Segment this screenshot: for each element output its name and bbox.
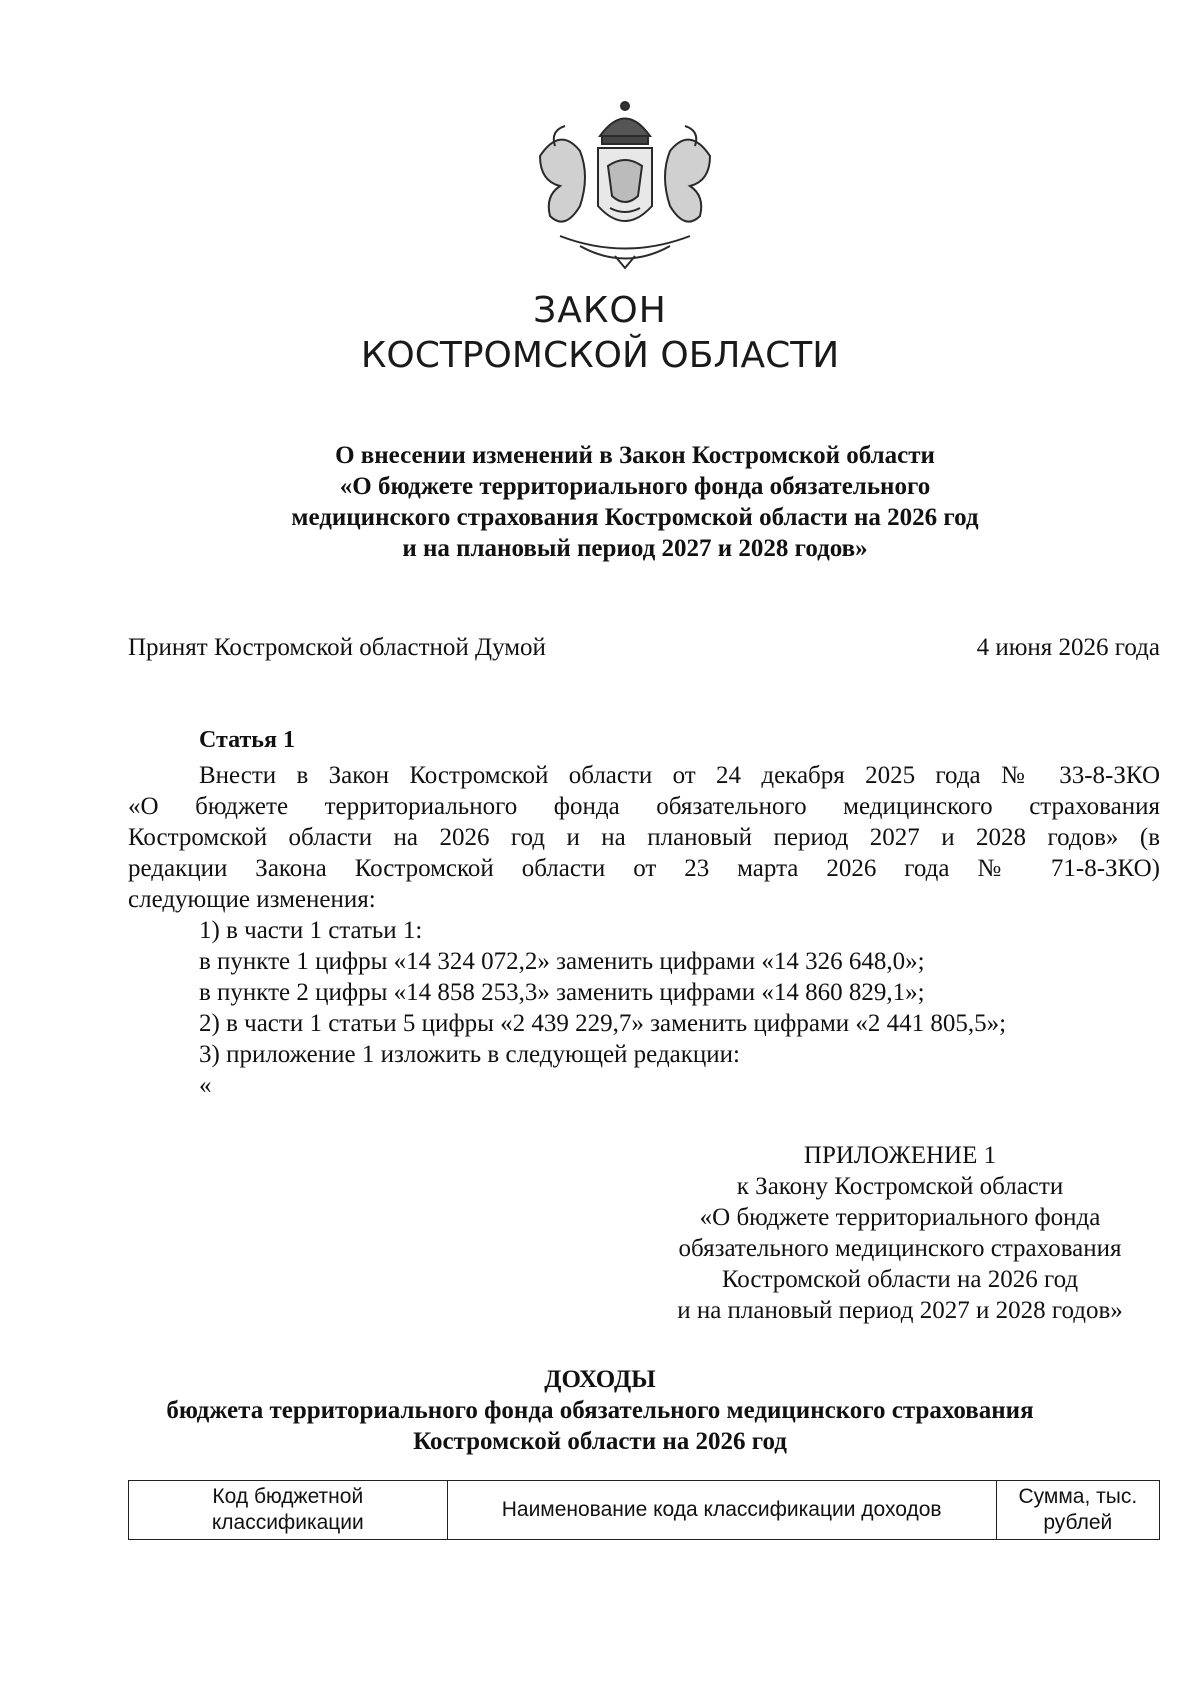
list-item: 1) в части 1 статьи 1: — [199, 917, 423, 944]
paragraph-line: «О бюджете территориального фонда обязательного медицинского страхования — [128, 793, 1160, 820]
law-region: КОСТРОМСКОЙ ОБЛАСТИ — [360, 335, 840, 376]
paragraph-line: редакции Закона Костромской области от 23 марта 2026 года № 71-8-ЗКО) — [128, 855, 1160, 882]
list-item: 3) приложение 1 изложить в следующей редакции: — [199, 1041, 740, 1068]
income-heading: ДОХОДЫ — [544, 1366, 656, 1393]
law-heading — [200, 440, 1070, 564]
amendment-list — [199, 915, 1006, 1101]
income-subtitle-line: Костромской области на 2026 год — [413, 1428, 787, 1455]
adoption-date: 4 июня 2026 года — [976, 634, 1160, 661]
adopted-by: Принят Костромской областной Думой — [128, 634, 546, 661]
heading-line: и на плановый период 2027 и 2028 годов» — [402, 535, 868, 562]
paragraph-line: Костромской области на 2026 год и на плановый период 2027 и 2028 годов» (в — [128, 824, 1160, 851]
appendix-line: обязательного медицинского страхования — [678, 1235, 1122, 1262]
list-item: в пункте 1 цифры «14 324 072,2» заменить цифрами «14 326 648,0»; — [199, 948, 925, 975]
paragraph-line: Внести в Закон Костромской области от 24 декабря 2025 года № 33-8-ЗКО — [199, 762, 1160, 789]
list-item: в пункте 2 цифры «14 858 253,3» заменить цифрами «14 860 829,1»; — [199, 979, 925, 1006]
list-item: 2) в части 1 статьи 5 цифры «2 439 229,7» заменить цифрами «2 441 805,5»; — [199, 1010, 1007, 1037]
appendix-line: к Закону Костромской области — [736, 1173, 1064, 1200]
heading-line: медицинского страхования Костромской области на 2026 год — [291, 504, 979, 531]
heading-line: О внесении изменений в Закон Костромской области — [335, 442, 935, 469]
appendix-line: Костромской области на 2026 год — [721, 1266, 1079, 1293]
income-subtitle-line: бюджета территориального фонда обязательного медицинского страхования — [166, 1397, 1034, 1424]
table-header-row — [129, 1481, 1160, 1540]
column-header-amount: Сумма, тыс. рублей — [996, 1481, 1159, 1540]
adoption-info — [128, 634, 1160, 662]
paragraph-line: следующие изменения: — [128, 886, 376, 913]
column-header-name: Наименование кода классификации доходов — [447, 1481, 996, 1540]
opening-quote: « — [199, 1072, 212, 1099]
revenue-table — [128, 1480, 1160, 1540]
column-header-code: Код бюджетной классификации — [129, 1481, 448, 1540]
article-paragraph — [128, 760, 1160, 915]
appendix-line: «О бюджете территориального фонда — [699, 1204, 1101, 1231]
coat-of-arms-icon — [520, 96, 730, 276]
article-heading: Статья 1 — [199, 727, 295, 753]
appendix-line: ПРИЛОЖЕНИЕ 1 — [803, 1142, 997, 1169]
law-title: ЗАКОН — [533, 290, 667, 331]
income-title — [0, 1364, 1200, 1457]
appendix-header — [620, 1140, 1180, 1326]
heading-line: «О бюджете территориального фонда обязательного — [339, 473, 931, 500]
appendix-line: и на плановый период 2027 и 2028 годов» — [677, 1297, 1123, 1324]
